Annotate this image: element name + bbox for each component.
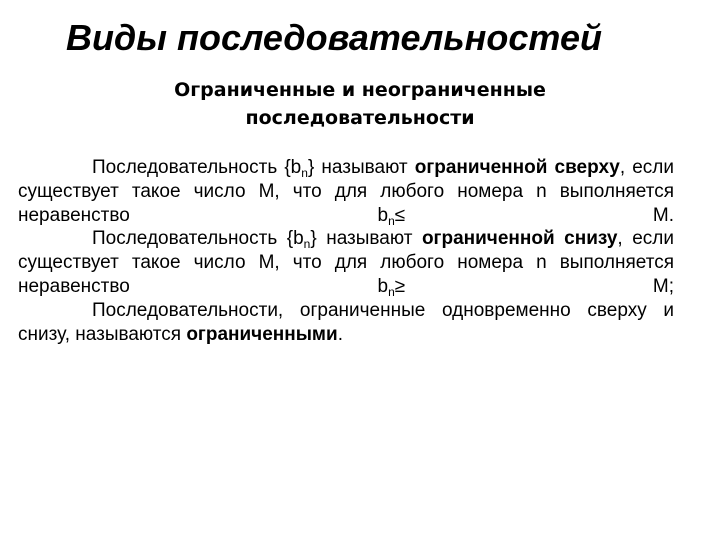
definition-text-part: Последовательность {b	[92, 157, 302, 178]
subscript-n: n	[301, 166, 308, 180]
slide-subtitle: Ограниченные и неограниченные последовательности	[174, 79, 546, 129]
definition-text-part: , если существует такое число М, что для любого номера n выполняется неравенство b	[18, 157, 674, 226]
upper-bound-definition	[18, 156, 674, 227]
definition-text-part: .	[337, 323, 343, 345]
subscript-n: n	[388, 213, 395, 228]
definition-text-part: Последовательность {b	[92, 228, 304, 250]
term-bounded-above: ограниченной сверху	[414, 157, 620, 178]
inequality-text: ≥ М;	[394, 275, 674, 297]
inequality-text: ≤ М.	[394, 204, 674, 226]
definition-text-part: } называют	[307, 157, 415, 178]
definition-text-part: , если существует такое число М, что для любого номера n выполняется неравенство b	[18, 228, 674, 297]
term-bounded-below: ограниченной снизу	[421, 228, 618, 250]
definition-text-part: } называют	[310, 228, 422, 250]
bounded-definition	[18, 299, 674, 347]
subscript-n: n	[303, 237, 311, 252]
lower-bound-definition	[18, 227, 674, 298]
definition-text	[18, 156, 674, 346]
definition-text-part: Последовательности, ограниченные одновременно сверху и снизу, называются	[18, 299, 674, 345]
slide-title: Виды последовательностей	[66, 17, 602, 58]
subscript-n: n	[388, 284, 395, 299]
term-bounded: ограниченными	[186, 323, 338, 345]
